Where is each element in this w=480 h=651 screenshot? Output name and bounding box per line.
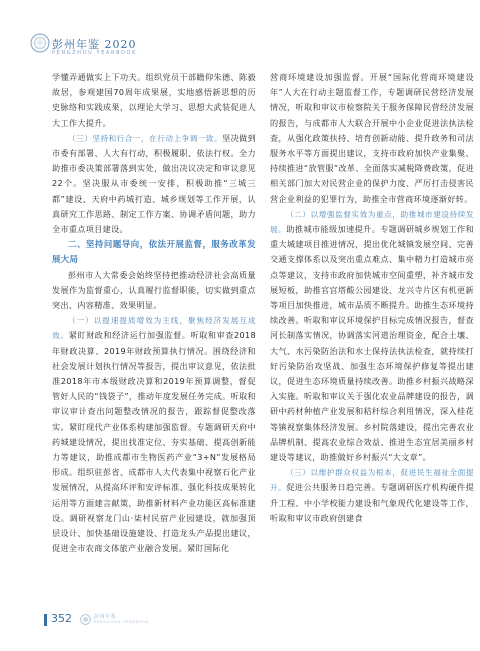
paragraph bbox=[52, 131, 256, 237]
continued-paragraph bbox=[52, 70, 256, 131]
page-header bbox=[0, 0, 480, 60]
footer-accent-bar bbox=[44, 614, 47, 626]
paragraph-text: 促进公共服务日趋完善。专题调研医疗机构硬件提升工程、中小学校能力建设和气象现代化建设等工作，听取和审议市政府创建食 bbox=[270, 482, 475, 523]
page-footer bbox=[0, 608, 480, 648]
subsection-heading: （三）以维护群众权益为根本，促进民生福祉全面提升。 bbox=[270, 468, 474, 493]
paragraph-text: 坚决做到市委有部署、人大有行动，积极履职、依法行权。全力助推市委决策部署落到实处，做出决议决定和审议意见22个。坚决服从市委统一安排，积极助推“三城三都”建设、天府中药城打造、城乡规划等工作开展，认真研究工作思路、制定工作方案、协调矛盾问题，助力全市重点项目建设。 bbox=[52, 132, 257, 235]
right-column bbox=[270, 70, 474, 526]
paragraph bbox=[270, 465, 474, 526]
footer-emblem-icon bbox=[80, 614, 91, 625]
subsection-heading: （二）以增强监督实效为重点，助推城市建设持续发展。 bbox=[270, 209, 474, 235]
paragraph-text: 学懂弄通做实上下功夫。组织党员干部瞻仰朱德、陈毅故居，参观建国70周年成果展，实地感悟新思想的历史脉络和实践成果，以理论大学习、思想大武装促进人大工作大提升。 bbox=[52, 72, 256, 128]
yearbook-emblem-icon bbox=[30, 33, 50, 53]
paragraph-text: 助推城市能级加速提升。专题调研城乡规划工作和重大城建项目推进情况，提出优化城镇发展空间、完善交通支撑体系以及突出重点难点、集中精力打造城市亮点等建议，支持市政府加快城市空间重塑，补齐城市发展短板，助推官宫塔酸公园建设、龙兴寺片区有机更新等项目加快推进，城市品质不断提升。助推生态环境持续改善。听取和审议环境保护目标完成情况报告，督查河长制落实情况，协调落实河道治理资金，配合土壤、大气、水污染防治法和水土保持法执法检查，就持续打好污染防治攻坚战、加强生态环境保护修复等提出建议，促进生态环境质量持续改善。助推乡村振兴战略深入实施。听取和审议关于强化农业品牌建设的报告，调研中药材种植产业发展和秸秆综合利用情况，深入桂花等镇视察集体经济发展。乡村院落建设，提出完善农业品牌机制、提高农业综合效益、推进生态宜居美丽乡村建设等建议，助推做好乡村振兴“大文章”。 bbox=[270, 224, 475, 463]
footer-yearbook-title: 彭州年鉴 bbox=[94, 614, 117, 620]
paragraph bbox=[52, 313, 256, 556]
yearbook-title: 彭州年鉴 2020 bbox=[52, 38, 137, 51]
continued-paragraph bbox=[270, 70, 474, 207]
paragraph bbox=[52, 268, 256, 314]
paragraph-text: 彭州市人大常委会始终坚持把推动经济社会高质量发展作为监督重心，认真履行监督职能，切实做到重点突出、内容精准、效果明显。 bbox=[52, 269, 256, 311]
subsection-heading: （三）坚持和行合一，在行动上争调一致。 bbox=[68, 133, 223, 143]
footer-yearbook-subtitle: PENGZHOU YEARBOOK bbox=[94, 620, 150, 624]
page-number: 352 bbox=[51, 612, 72, 625]
subsection-heading: （一）以提速提质增效为主线，聚焦经济发展互成效。 bbox=[52, 316, 256, 341]
yearbook-subtitle: PENGZHOU YEARBOOK bbox=[52, 50, 137, 56]
left-column bbox=[52, 70, 256, 557]
paragraph-text: 营商环境建设加强监督。开展“国际化营商环境建设年”人大在行动主题监督工作，专题调研民营经济发展情况，听取和审议市检察院关于服务保障民营经济发展的报告，与成都市人大联合开展中小企业促进法执法检查，从强化政策扶持、培育创新动能、提升政务和司法服务水平等方面提出建议，支持市政府加快产业集聚、持续推进“放管服”改革、全面落实减税降费政策，促进相关部门加大对民营企业的保护力度、严厉打击侵害民营企业利益的犯罪行为，助推全市营商环境逐渐好转。 bbox=[270, 72, 474, 204]
section-heading: 二、坚持问题导向，依法开展监督，服务改革发展大局 bbox=[52, 239, 256, 265]
paragraph-text: 紧盯财政和经济运行加强监督。听取和审查2018年财政决算、2019年财政预算执行情况。围绕经济和社会发展计划执行情况等报告，提出审议意见，依法批准2018年市本级财政决算和2019年预算调整，督促管好人民的“钱袋子”，推动年度发展任务完成。听取和审议审计查出问题整改情况的报告，跟踪督促整改落实。紧盯现代产业体系构建加强监督。专题调研天府中药城建设情况，提出找准定位、夯实基础、提高创新能力等建议，助推成都市生物医药产业“3+N”发展格局形成。组织驻彭省、成都市人大代表集中视察石化产业发展情况，从提高环评和安评标准、强化科技成果转化运用等方面建言献策，助推新材料产业功能区高标准建设。调研视察龙门山·柒村民宿产业园建设，就加强顶层设计、加快基础设施建设、打造龙头产品提出建议，促进全市农商文体旅产业融合发展。紧盯国际化 bbox=[52, 330, 256, 554]
paragraph bbox=[270, 207, 474, 465]
